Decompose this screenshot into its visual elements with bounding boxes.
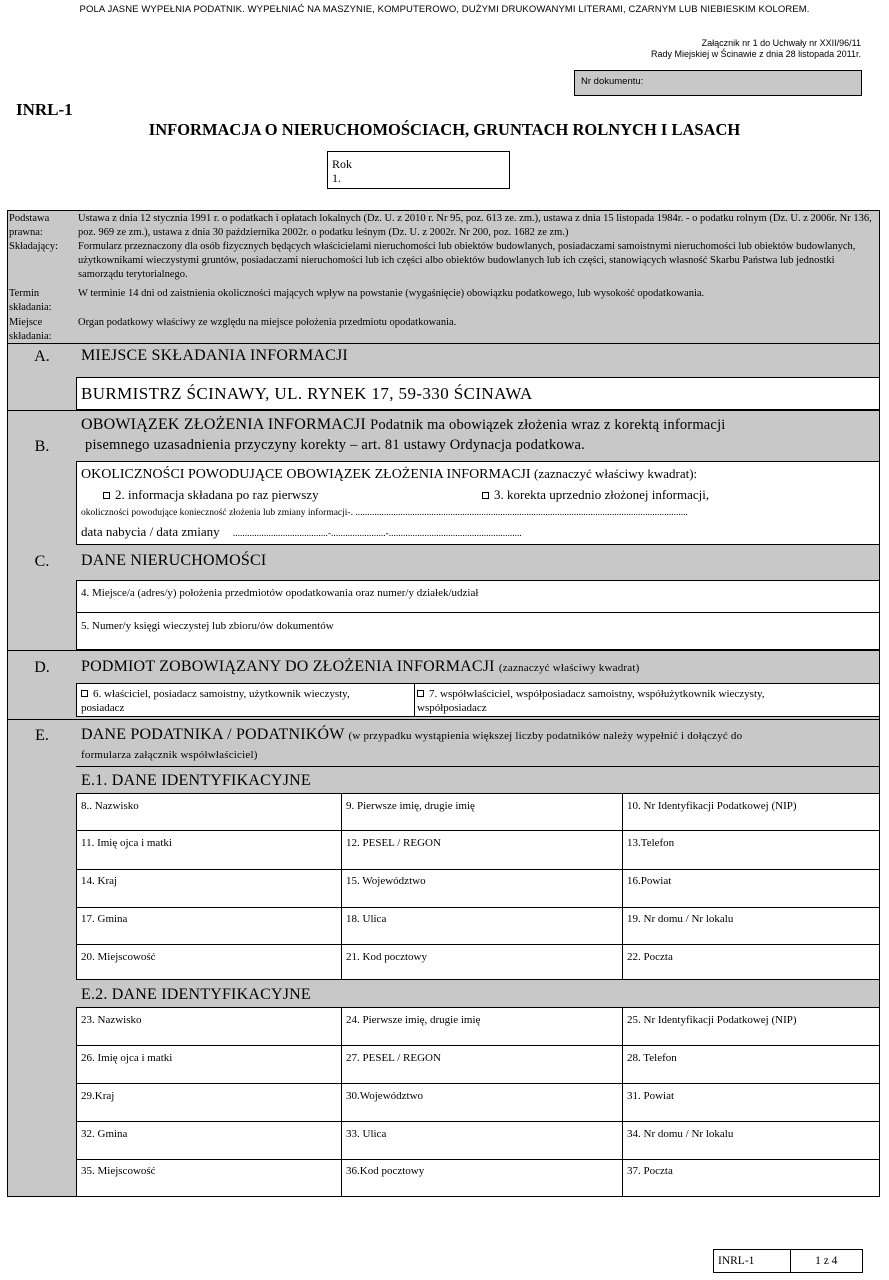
section-e-letter: E.	[35, 727, 49, 744]
e1-country[interactable]: 14. Kraj	[81, 875, 118, 887]
option-owner-line-2: posiadacz	[81, 702, 125, 714]
divider	[77, 869, 879, 870]
subject-options	[76, 683, 880, 717]
e2-voivodeship[interactable]: 30.Województwo	[346, 1090, 424, 1102]
divider	[8, 343, 879, 344]
attachment-line-2: Rady Miejskiej w Ścinawie z dnia 28 listopada 2011r.	[651, 49, 861, 59]
divider	[77, 1159, 879, 1160]
form-body	[7, 210, 880, 1197]
property-location-label: 4. Miejsce/a (adres/y) położenia przedmiotów opodatkowania oraz numer/y działek/udział	[81, 587, 479, 599]
e2-post-office[interactable]: 37. Poczta	[627, 1165, 673, 1177]
e1-parents-names[interactable]: 11. Imię ojca i matki	[81, 837, 172, 849]
section-e-note-line-2: formularza załącznik współwłaściciel)	[81, 749, 258, 761]
e2-country[interactable]: 29.Kraj	[81, 1090, 115, 1102]
e2-town[interactable]: 35. Miejscowość	[81, 1165, 156, 1177]
attachment-note	[651, 38, 861, 60]
e1-postal-code[interactable]: 21. Kod pocztowy	[346, 951, 427, 963]
office-address-value: BURMISTRZ ŚCINAWY, UL. RYNEK 17, 59-330 ŚCINAWA	[81, 384, 533, 403]
divider	[77, 944, 879, 945]
e2-commune[interactable]: 32. Gmina	[81, 1128, 128, 1140]
divider	[8, 650, 879, 651]
circumstances-note: (zaznaczyć właściwy kwadrat):	[534, 466, 698, 481]
basis-label-line-2: prawna:	[9, 227, 43, 238]
land-register-field[interactable]	[76, 612, 880, 650]
e2-house-number[interactable]: 34. Nr domu / Nr lokalu	[627, 1128, 734, 1140]
option-owner[interactable]	[81, 687, 411, 715]
place-label-line-1: Miejsce	[9, 317, 43, 328]
date-label: data nabycia / data zmiany	[81, 524, 220, 539]
divider	[622, 1008, 623, 1196]
section-a-title: MIEJSCE SKŁADANIA INFORMACJI	[81, 347, 348, 364]
section-e-note-line-1: (w przypadku wystąpienia większej liczby podatników należy wypełnić i dołączyć do	[348, 730, 743, 742]
place-text: Organ podatkowy właściwy ze względu na miejsce położenia przedmiotu opodatkowania.	[78, 317, 457, 328]
option-correction[interactable]	[482, 487, 709, 503]
e1-street[interactable]: 18. Ulica	[346, 913, 387, 925]
year-field-number: 1.	[332, 171, 341, 185]
instruction-note: POLA JASNE WYPEŁNIA PODATNIK. WYPEŁNIAĆ NA MASZYNIE, KOMPUTEROWO, DUŻYMI DRUKOWANYMI LITERAMI, CZARNYM LUB NIEBIESKIM KOLOREM.	[79, 4, 810, 15]
divider	[622, 794, 623, 979]
e2-pesel-regon[interactable]: 27. PESEL / REGON	[346, 1052, 441, 1064]
section-d-letter: D.	[34, 659, 50, 676]
circumstances-title	[81, 466, 697, 483]
year-field[interactable]	[327, 151, 510, 189]
section-b-letter: B.	[34, 438, 50, 455]
divider	[341, 1008, 342, 1196]
page-title: INFORMACJA O NIERUCHOMOŚCIACH, GRUNTACH ROLNYCH I LASACH	[148, 120, 741, 139]
e2-first-names[interactable]: 24. Pierwsze imię, drugie imię	[346, 1014, 481, 1026]
deadline-label	[9, 287, 75, 315]
e2-grid	[76, 1007, 880, 1197]
divider	[77, 1121, 879, 1122]
attachment-line-1: Załącznik nr 1 do Uchwały nr XXII/96/11	[701, 38, 861, 48]
reasons-line[interactable]: okoliczności powodujące konieczność złożenia lub zmiany informacji-. ............................................................................................................................................	[81, 508, 688, 518]
office-address-field[interactable]	[76, 377, 880, 410]
section-e-title	[81, 726, 876, 764]
date-dots: ........................................-.......................-........................................................	[232, 529, 522, 539]
option-co-owner-line-2: współposiadacz	[417, 702, 487, 714]
divider	[414, 684, 415, 716]
divider	[77, 1083, 879, 1084]
page-number: 1 z 4	[790, 1250, 863, 1272]
e1-nip[interactable]: 10. Nr Identyfikacji Podatkowej (NIP)	[627, 800, 797, 812]
option-co-owner-line-1: 7. współwłaściciel, współposiadacz samoistny, współużytkownik wieczysty,	[429, 688, 765, 700]
e2-county[interactable]: 31. Powiat	[627, 1090, 675, 1102]
place-label-line-2: składania:	[9, 331, 52, 342]
option-first-filing-label: 2. informacja składana po raz pierwszy	[115, 487, 319, 502]
divider	[77, 830, 879, 831]
circumstances-box	[76, 461, 880, 545]
e2-postal-code[interactable]: 36.Kod pocztowy	[346, 1165, 425, 1177]
e1-town[interactable]: 20. Miejscowość	[81, 951, 156, 963]
section-b-note-line-1: Podatnik ma obowiązek złożenia wraz z korektą informacji	[370, 417, 726, 433]
deadline-label-line-1: Termin	[9, 288, 40, 299]
section-e-title-text: DANE PODATNIKA / PODATNIKÓW	[81, 726, 345, 743]
section-c-title: DANE NIERUCHOMOŚCI	[81, 552, 267, 569]
section-b-note-line-2: pisemnego uzasadnienia przyczyny korekty – art. 81 ustawy Ordynacja podatkowa.	[85, 437, 585, 453]
e1-pesel-regon[interactable]: 12. PESEL / REGON	[346, 837, 441, 849]
form-code: INRL-1	[16, 100, 73, 119]
e1-county[interactable]: 16.Powiat	[627, 875, 672, 887]
page-footer	[713, 1249, 863, 1273]
divider	[76, 766, 879, 767]
divider	[8, 410, 879, 411]
e2-nip[interactable]: 25. Nr Identyfikacji Podatkowej (NIP)	[627, 1014, 797, 1026]
e2-parents-names[interactable]: 26. Imię ojca i matki	[81, 1052, 173, 1064]
section-a-letter: A.	[34, 348, 50, 365]
deadline-text: W terminie 14 dni od zaistnienia okoliczności mających wpływ na powstanie (wygaśnięcie) obowiązku podatkowego, lub wysokość opodatkowania.	[78, 288, 705, 299]
checkbox-icon[interactable]	[103, 492, 110, 499]
section-d-title	[81, 658, 640, 676]
e2-title: E.2. DANE IDENTYFIKACYJNE	[81, 986, 311, 1003]
e1-voivodeship[interactable]: 15. Województwo	[346, 875, 426, 887]
basis-text: Ustawa z dnia 12 stycznia 1991 r. o podatkach i opłatach lokalnych (Dz. U. z 2010 r. Nr 95, poz. 613 ze. zm.), ustawa z dnia 15 listopada 1984r. - o podatku rolnym (Dz. U. z 2006r. Nr 136, poz. 969 ze zm.), ustawa z dnia 30 października 2002r. o podatku leśnym (Dz. U. z 2002r. Nr 200, poz. 1682 ze zm.)	[78, 213, 872, 238]
option-owner-line-1: 6. właściciel, posiadacz samoistny, użytkownik wieczysty,	[93, 688, 350, 700]
e1-grid	[76, 793, 880, 980]
divider	[77, 907, 879, 908]
date-line[interactable]	[81, 524, 522, 540]
section-d-note: (zaznaczyć właściwy kwadrat)	[498, 662, 640, 674]
option-co-owner[interactable]	[417, 687, 877, 715]
divider	[341, 794, 342, 979]
divider	[77, 1045, 879, 1046]
footer-form-code: INRL-1	[718, 1255, 755, 1267]
document-number-field: Nr dokumentu:	[574, 70, 862, 96]
e1-house-number[interactable]: 19. Nr domu / Nr lokalu	[627, 913, 734, 925]
circumstances-title-text: OKOLICZNOŚCI POWODUJĄCE OBOWIĄZEK ZŁOŻENIA INFORMACJI	[81, 467, 531, 482]
e1-first-names[interactable]: 9. Pierwsze imię, drugie imię	[346, 800, 475, 812]
land-register-label: 5. Numer/y księgi wieczystej lub zbioru/ów dokumentów	[81, 620, 334, 632]
checkbox-icon[interactable]	[482, 492, 489, 499]
e1-title: E.1. DANE IDENTYFIKACYJNE	[81, 772, 311, 789]
section-d-title-text: PODMIOT ZOBOWIĄZANY DO ZŁOŻENIA INFORMACJI	[81, 658, 495, 675]
e1-commune[interactable]: 17. Gmina	[81, 913, 128, 925]
e1-post-office[interactable]: 22. Poczta	[627, 951, 673, 963]
year-label: Rok	[332, 157, 353, 171]
basis-label	[9, 212, 75, 240]
option-correction-label: 3. korekta uprzednio złożonej informacji,	[494, 487, 710, 502]
checkbox-icon[interactable]	[81, 690, 88, 697]
e2-surname[interactable]: 23. Nazwisko	[81, 1014, 142, 1026]
deadline-label-line-2: składania:	[9, 302, 52, 313]
e2-phone[interactable]: 28. Telefon	[627, 1052, 677, 1064]
section-c-letter: C.	[34, 553, 50, 570]
checkbox-icon[interactable]	[417, 690, 424, 697]
filer-text: Formularz przeznaczony dla osób fizycznych będących właścicielami nieruchomości lub obiektów budowlanych, posiadaczami samoistnymi nieruchomości lub obiektów budowlanych, użytkownikami wieczystymi gruntów, posiadaczami nieruchomości lub ich części albo obiektów budowlanych lub ich części, stanowiących własność Skarbu Państwa lub jednostki samorządu terytorialnego.	[78, 241, 856, 280]
e1-surname[interactable]: 8.. Nazwisko	[81, 800, 139, 812]
filer-label: Składający:	[9, 241, 58, 252]
place-label	[9, 316, 75, 344]
e2-street[interactable]: 33. Ulica	[346, 1128, 387, 1140]
basis-label-line-1: Podstawa	[9, 213, 50, 224]
property-location-field[interactable]	[76, 580, 880, 613]
section-b-title-text: OBOWIĄZEK ZŁOŻENIA INFORMACJI	[81, 416, 366, 433]
e1-phone[interactable]: 13.Telefon	[627, 837, 675, 849]
divider	[8, 719, 879, 720]
section-b-title	[81, 415, 876, 455]
option-first-filing[interactable]	[103, 487, 319, 503]
